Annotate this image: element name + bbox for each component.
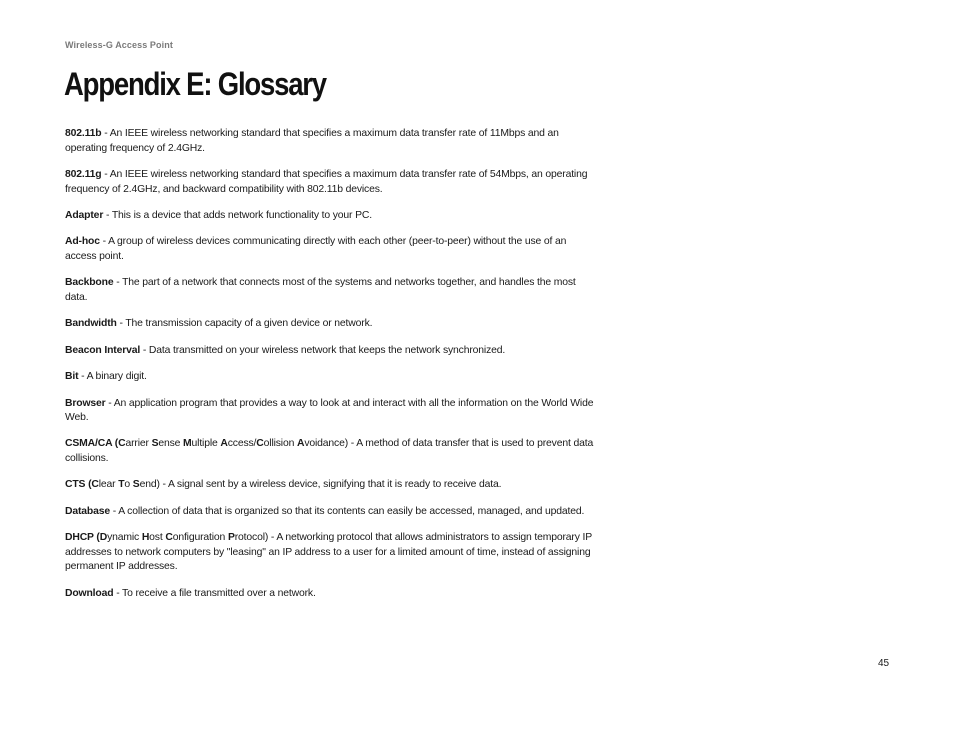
acronym-letter: C [165, 532, 173, 544]
glossary-term: Browser [65, 397, 106, 409]
glossary-term: Adapter [65, 209, 104, 221]
acronym-letter: S [151, 438, 159, 450]
acronym-letter: T [118, 479, 125, 491]
acronym-letter: M [183, 438, 192, 450]
glossary-term: CSMA/CA ( [65, 438, 119, 450]
running-head: Wireless-G Access Point [65, 40, 173, 50]
glossary-definition: - To receive a file transmitted over a network. [113, 587, 316, 599]
glossary-definition: - A collection of data that is organized so that its contents can easily be accessed, managed, and updated. [110, 505, 585, 517]
acronym-letter: P [227, 532, 235, 544]
glossary-entry [65, 168, 595, 197]
glossary-term: 802.11b [65, 128, 102, 139]
glossary-term: Backbone [65, 277, 114, 289]
acronym-letter: D [99, 532, 108, 544]
acronym-letter: H [141, 532, 150, 544]
acronym-letter: A [220, 438, 228, 450]
acronym-letter: C [256, 438, 264, 450]
acronym-letter: A [296, 438, 305, 450]
glossary-entry [65, 317, 595, 332]
glossary-entry [65, 397, 595, 426]
glossary-definition: - An application program that provides a way to look at and interact with all the information on the World Wide Web. [65, 397, 594, 424]
acronym-rest: ynamic [107, 532, 142, 544]
page-number: 45 [878, 658, 890, 669]
glossary-definition: - An IEEE wireless networking standard that specifies a maximum data transfer rate of 54Mbps, an operating frequency of 2.4GHz, and backward compatibility with 802.11b devices. [65, 168, 588, 195]
glossary-definition: - The part of a network that connects most of the systems and networks together, and handles the most data. [65, 277, 576, 303]
glossary-definition: - Data transmitted on your wireless network that keeps the network synchronized. [140, 344, 506, 356]
glossary-definition: - An IEEE wireless networking standard that specifies a maximum data transfer rate of 11Mbps and an operating frequency of 2.4GHz. [65, 128, 559, 154]
glossary-entry [65, 587, 595, 602]
acronym-rest: ccess/ [227, 438, 257, 450]
glossary-definition: - A group of wireless devices communicating directly with each other (peer-to-peer) without the use of an access point. [65, 236, 567, 262]
glossary-term: Download [65, 587, 114, 599]
acronym-rest: rotocol) [234, 532, 269, 544]
glossary-definition: - The transmission capacity of a given device or network. [116, 318, 373, 330]
glossary-term: DHCP ( [65, 532, 100, 544]
acronym-rest: ollision [263, 438, 297, 450]
glossary-definition: - A binary digit. [78, 371, 147, 383]
glossary-term: CTS ( [65, 479, 92, 491]
glossary-entry [65, 478, 595, 493]
page-title: Appendix E: Glossary [64, 66, 326, 102]
glossary-definition: - A signal sent by a wireless device, signifying that it is ready to receive data. [159, 479, 502, 491]
glossary-definition: - A networking protocol that allows administrators to assign temporary IP addresses to network computers by "leasing" an IP address to a user for a limited amount of time, instead of assigning permanent IP addresses. [65, 532, 592, 573]
glossary-entry [65, 127, 595, 156]
glossary-entry [65, 505, 595, 520]
glossary-entries [65, 127, 595, 613]
acronym-rest: arrier [125, 438, 152, 450]
glossary-entry [65, 437, 595, 466]
acronym-letter: S [132, 479, 140, 491]
glossary-entry [65, 344, 595, 359]
glossary-term: Bit [65, 371, 79, 383]
acronym-rest: end) [139, 479, 160, 491]
glossary-entry [65, 209, 595, 224]
acronym-rest: ost [149, 532, 166, 544]
glossary-entry [65, 235, 595, 264]
acronym-rest: lear [98, 479, 119, 491]
acronym-rest: o [124, 479, 133, 491]
glossary-definition: - This is a device that adds network functionality to your PC. [103, 209, 372, 221]
acronym-letter: C [118, 438, 126, 450]
acronym-rest: voidance) [304, 438, 349, 450]
acronym-rest: onfiguration [172, 532, 228, 544]
acronym-rest: ense [158, 438, 184, 450]
glossary-term: Beacon Interval [65, 344, 141, 356]
glossary-term: Ad-hoc [65, 236, 100, 248]
glossary-entry [65, 531, 595, 575]
glossary-entry [65, 276, 595, 305]
acronym-letter: C [91, 479, 99, 491]
glossary-entry [65, 370, 595, 385]
glossary-definition: - A method of data transfer that is used to prevent data collisions. [65, 438, 594, 465]
acronym-rest: ultiple [191, 438, 221, 450]
glossary-term: Bandwidth [65, 318, 117, 330]
glossary-term: 802.11g [65, 168, 102, 180]
glossary-term: Database [65, 505, 111, 517]
